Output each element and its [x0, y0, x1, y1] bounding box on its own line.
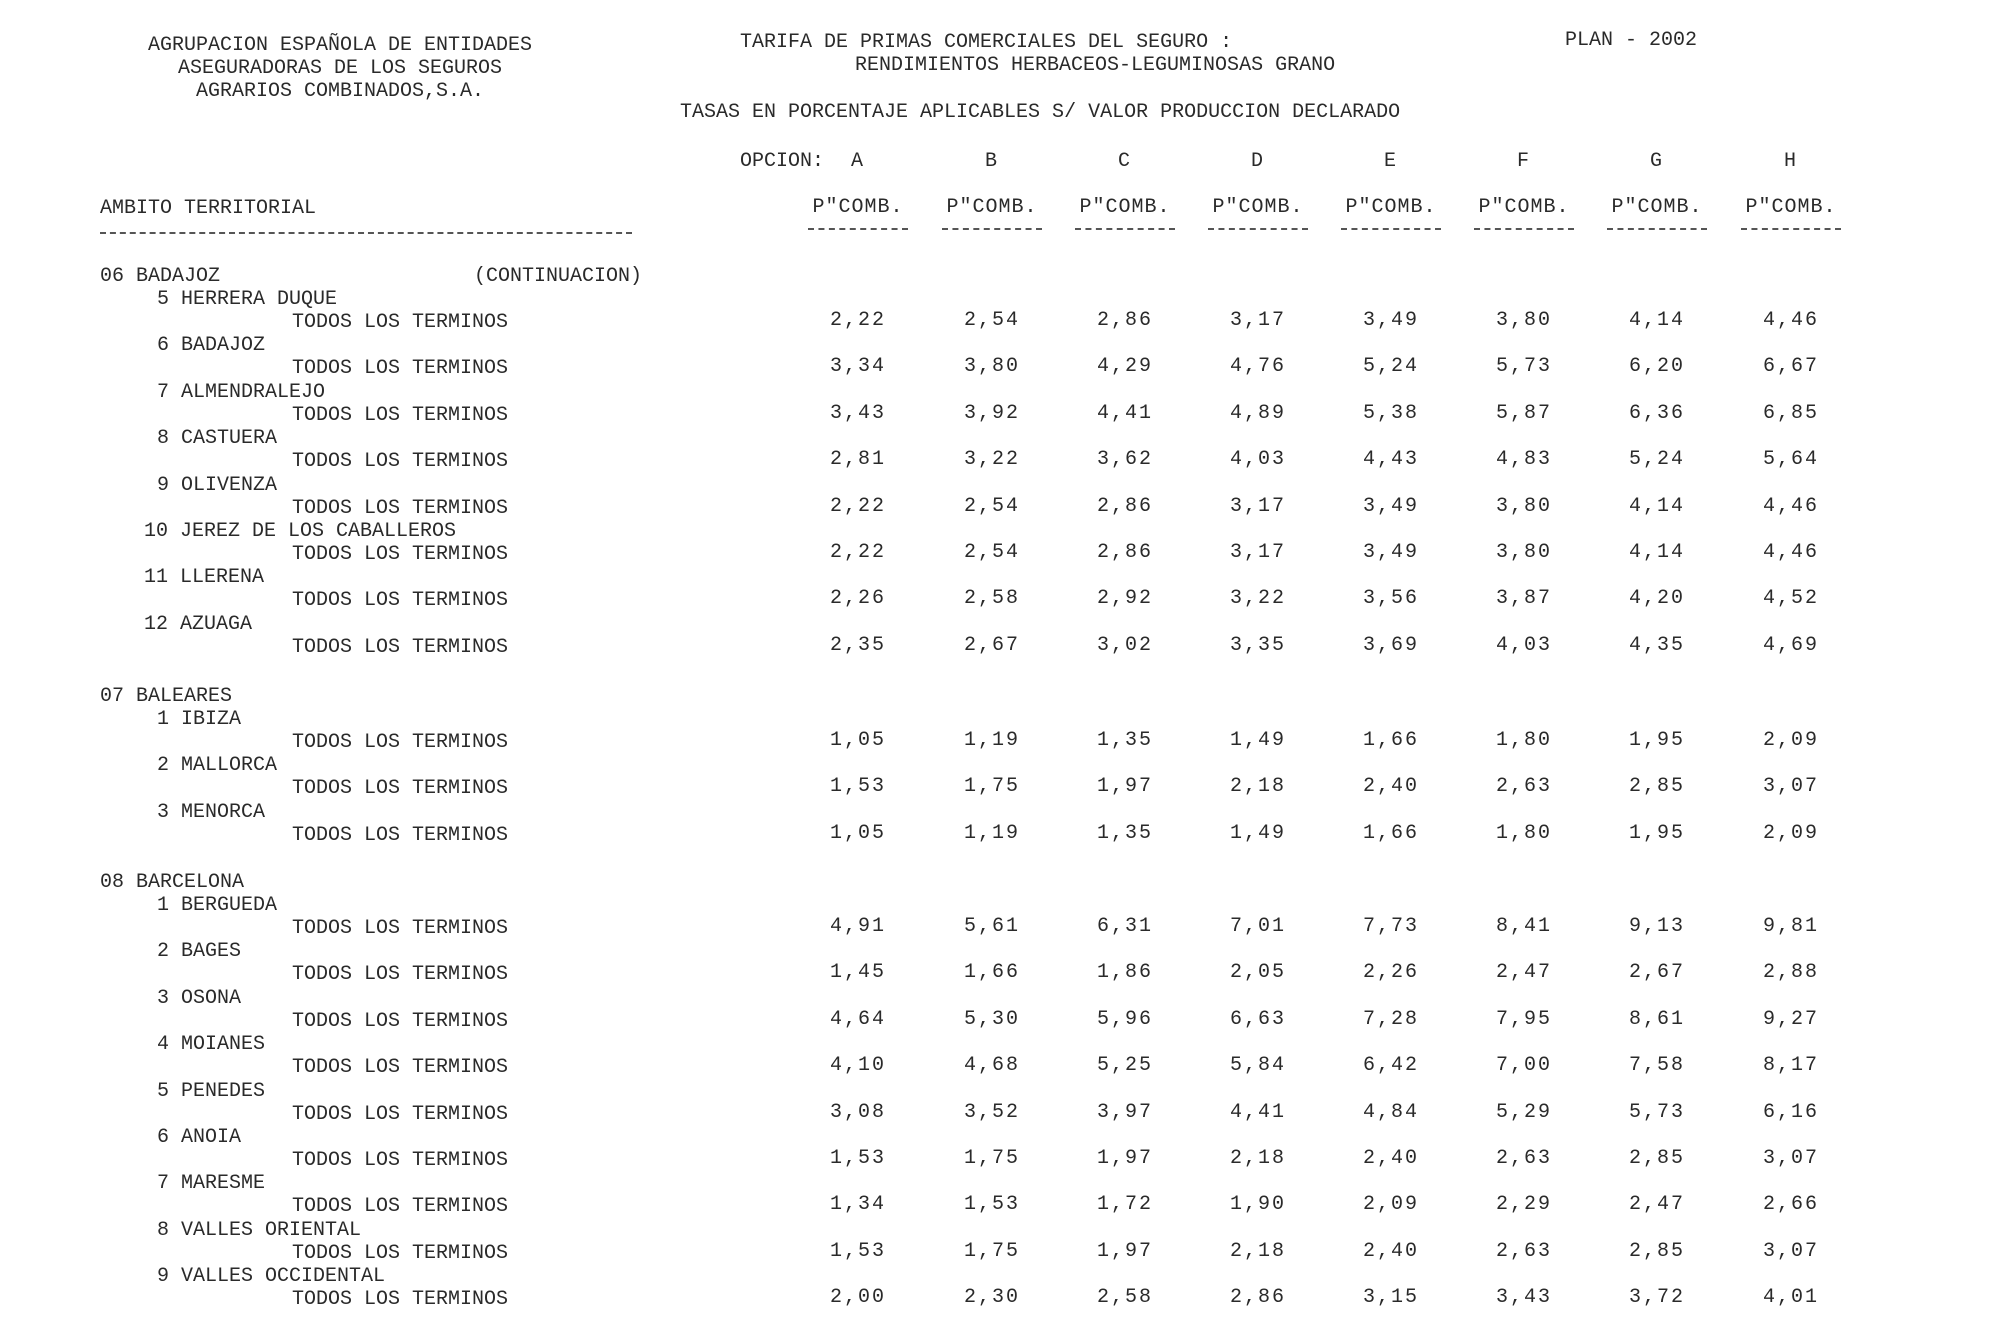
column-underline — [1341, 228, 1441, 230]
comarca-name: 11 LLERENA — [144, 566, 265, 590]
terms-label: TODOS LOS TERMINOS — [292, 963, 509, 987]
rate-cell-e: 7,73 — [1362, 915, 1419, 938]
rate-cell-d: 3,22 — [1229, 587, 1286, 611]
rate-cell-a: 1,45 — [829, 961, 886, 985]
rate-cell-d: 3,35 — [1229, 633, 1286, 657]
rate-cell-g: 4,20 — [1628, 587, 1685, 611]
rate-cell-e: 2,26 — [1362, 961, 1419, 985]
rate-cell-g: 7,58 — [1628, 1054, 1685, 1078]
rate-cell-e: 3,49 — [1362, 541, 1419, 564]
comarca-name: 10 JEREZ DE LOS CABALLEROS — [144, 520, 457, 543]
comarca-name: 7 MARESME — [157, 1172, 266, 1196]
rate-cell-f: 8,41 — [1495, 915, 1552, 938]
rate-cell-g: 9,13 — [1628, 915, 1685, 938]
terms-label: TODOS LOS TERMINOS — [292, 1009, 509, 1033]
rate-cell-e: 3,69 — [1362, 633, 1419, 657]
rate-cell-f: 2,63 — [1495, 1147, 1552, 1170]
rate-cell-g: 6,20 — [1628, 355, 1685, 379]
rate-cell-h: 3,07 — [1762, 1147, 1819, 1170]
rate-cell-a: 3,08 — [829, 1100, 886, 1124]
rate-cell-b: 4,68 — [963, 1054, 1020, 1078]
rate-cell-d: 2,18 — [1229, 775, 1286, 799]
rate-cell-b: 3,80 — [963, 355, 1020, 379]
rate-cell-b: 1,75 — [963, 1239, 1020, 1263]
rate-cell-f: 3,80 — [1495, 309, 1552, 332]
rate-cell-b: 2,58 — [963, 587, 1020, 611]
rate-cell-g: 1,95 — [1628, 821, 1685, 845]
rate-cell-d: 1,49 — [1229, 821, 1286, 845]
rate-cell-g: 4,35 — [1628, 633, 1685, 657]
rate-cell-f: 5,29 — [1495, 1100, 1552, 1124]
rate-cell-a: 1,05 — [829, 821, 886, 845]
column-letter-d: D — [1250, 150, 1265, 173]
rate-cell-g: 5,24 — [1628, 448, 1685, 472]
rate-cell-c: 1,72 — [1096, 1193, 1153, 1217]
rate-cell-c: 4,29 — [1096, 355, 1153, 379]
column-letter-h: H — [1783, 150, 1798, 173]
rate-cell-g: 6,36 — [1628, 401, 1685, 425]
rate-cell-g: 2,67 — [1628, 961, 1685, 985]
terms-label: TODOS LOS TERMINOS — [292, 635, 509, 659]
document-title: TARIFA DE PRIMAS COMERCIALES DEL SEGURO : — [740, 31, 1233, 54]
ambito-underline — [100, 232, 632, 234]
rate-cell-g: 1,95 — [1628, 729, 1685, 752]
comarca-name: 3 MENORCA — [157, 800, 266, 824]
column-subheader: P"COMB. — [1611, 196, 1703, 219]
rate-cell-h: 6,67 — [1762, 355, 1819, 379]
rate-cell-c: 5,96 — [1096, 1007, 1153, 1031]
plan-label: PLAN - 2002 — [1565, 29, 1698, 52]
comarca-name: 4 MOIANES — [157, 1033, 266, 1057]
comarca-name: 1 IBIZA — [157, 708, 242, 731]
rate-cell-a: 2,22 — [829, 541, 886, 564]
comarca-name: 8 VALLES ORIENTAL — [157, 1218, 362, 1242]
rate-cell-a: 4,91 — [829, 915, 886, 938]
terms-label: TODOS LOS TERMINOS — [292, 311, 509, 334]
rate-cell-h: 4,46 — [1762, 309, 1819, 332]
rate-cell-h: 2,66 — [1762, 1193, 1819, 1217]
rate-cell-h: 2,09 — [1762, 729, 1819, 752]
rate-cell-b: 5,61 — [963, 915, 1020, 938]
rate-cell-e: 2,40 — [1362, 775, 1419, 799]
rate-cell-a: 2,26 — [829, 587, 886, 611]
rate-cell-e: 4,84 — [1362, 1100, 1419, 1124]
comarca-name: 8 CASTUERA — [157, 427, 278, 451]
column-underline — [1741, 228, 1841, 230]
rate-cell-b: 3,92 — [963, 401, 1020, 425]
rate-cell-a: 2,00 — [829, 1286, 886, 1310]
rate-cell-g: 8,61 — [1628, 1007, 1685, 1031]
rate-cell-h: 4,01 — [1762, 1286, 1819, 1310]
rate-cell-b: 2,54 — [963, 309, 1020, 332]
org-name-line3: AGRARIOS COMBINADOS,S.A. — [195, 80, 485, 103]
rate-cell-g: 3,72 — [1628, 1286, 1685, 1310]
rate-cell-e: 7,28 — [1362, 1007, 1419, 1031]
rate-cell-e: 3,56 — [1362, 587, 1419, 611]
rate-cell-b: 2,54 — [963, 494, 1020, 518]
rate-cell-a: 2,81 — [829, 448, 886, 472]
rate-cell-g: 4,14 — [1628, 541, 1685, 564]
rate-cell-c: 2,86 — [1096, 494, 1153, 518]
rate-cell-c: 3,62 — [1096, 448, 1153, 472]
column-subheader: P"COMB. — [1212, 196, 1304, 219]
rate-cell-f: 7,00 — [1495, 1054, 1552, 1078]
column-subheader: P"COMB. — [1745, 196, 1837, 219]
rate-cell-d: 4,76 — [1229, 355, 1286, 379]
rate-cell-h: 2,09 — [1762, 821, 1819, 845]
comarca-name: 9 VALLES OCCIDENTAL — [157, 1265, 386, 1289]
province-name: 06 BADAJOZ — [100, 265, 221, 288]
rate-cell-b: 3,52 — [963, 1100, 1020, 1124]
column-underline — [942, 228, 1042, 230]
rate-cell-f: 2,47 — [1495, 961, 1552, 985]
province-name: 08 BARCELONA — [100, 871, 245, 894]
province-note: (CONTINUACION) — [474, 265, 643, 288]
column-subheader: P"COMB. — [1478, 196, 1570, 219]
terms-label: TODOS LOS TERMINOS — [292, 823, 509, 847]
rate-cell-e: 5,24 — [1362, 355, 1419, 379]
rate-cell-e: 1,66 — [1362, 821, 1419, 845]
rate-cell-e: 2,09 — [1362, 1193, 1419, 1217]
rate-cell-h: 9,27 — [1762, 1007, 1819, 1031]
rate-cell-c: 1,86 — [1096, 961, 1153, 985]
rate-cell-g: 2,85 — [1628, 775, 1685, 799]
rate-cell-c: 4,41 — [1096, 401, 1153, 425]
column-subheader: P"COMB. — [1345, 196, 1437, 219]
rate-cell-f: 3,87 — [1495, 587, 1552, 611]
rate-cell-a: 4,64 — [829, 1007, 886, 1031]
rate-cell-h: 4,69 — [1762, 633, 1819, 657]
rate-cell-f: 3,43 — [1495, 1286, 1552, 1310]
org-name-line1: AGRUPACION ESPAÑOLA DE ENTIDADES — [147, 34, 533, 57]
rate-cell-h: 4,46 — [1762, 494, 1819, 518]
rate-cell-c: 3,97 — [1096, 1100, 1153, 1124]
rate-cell-e: 1,66 — [1362, 729, 1419, 752]
rate-cell-c: 1,35 — [1096, 729, 1153, 752]
column-letter-e: E — [1383, 150, 1398, 173]
rate-cell-b: 1,75 — [963, 1147, 1020, 1170]
rate-cell-a: 3,43 — [829, 401, 886, 425]
rate-cell-d: 1,49 — [1229, 729, 1286, 752]
rate-cell-h: 3,07 — [1762, 775, 1819, 799]
rate-cell-b: 2,54 — [963, 541, 1020, 564]
column-letter-g: G — [1649, 150, 1664, 173]
rate-cell-d: 2,86 — [1229, 1286, 1286, 1310]
column-subheader: P"COMB. — [1079, 196, 1171, 219]
rate-cell-g: 2,47 — [1628, 1193, 1685, 1217]
rate-cell-g: 2,85 — [1628, 1147, 1685, 1170]
column-letter-b: B — [984, 150, 999, 173]
terms-label: TODOS LOS TERMINOS — [292, 403, 509, 427]
rate-cell-h: 5,64 — [1762, 448, 1819, 472]
rate-cell-a: 2,22 — [829, 494, 886, 518]
terms-label: TODOS LOS TERMINOS — [292, 731, 509, 754]
rate-cell-f: 5,73 — [1495, 355, 1552, 379]
rate-cell-f: 5,87 — [1495, 401, 1552, 425]
rate-cell-b: 1,19 — [963, 821, 1020, 845]
rate-cell-g: 4,14 — [1628, 309, 1685, 332]
rate-cell-c: 1,35 — [1096, 821, 1153, 845]
terms-label: TODOS LOS TERMINOS — [292, 1149, 509, 1172]
terms-label: TODOS LOS TERMINOS — [292, 357, 509, 381]
rate-cell-e: 3,49 — [1362, 494, 1419, 518]
rate-cell-c: 1,97 — [1096, 775, 1153, 799]
terms-label: TODOS LOS TERMINOS — [292, 450, 509, 474]
column-underline — [1075, 228, 1175, 230]
rate-cell-h: 2,88 — [1762, 961, 1819, 985]
rate-cell-d: 7,01 — [1229, 915, 1286, 938]
rate-cell-b: 2,67 — [963, 633, 1020, 657]
rate-cell-h: 3,07 — [1762, 1239, 1819, 1263]
rate-cell-b: 5,30 — [963, 1007, 1020, 1031]
rate-cell-b: 1,53 — [963, 1193, 1020, 1217]
rates-caption: TASAS EN PORCENTAJE APLICABLES S/ VALOR PRODUCCION DECLARADO — [680, 101, 1401, 124]
rate-cell-d: 4,41 — [1229, 1100, 1286, 1124]
rate-cell-e: 4,43 — [1362, 448, 1419, 472]
rate-cell-f: 1,80 — [1495, 729, 1552, 752]
rate-cell-c: 1,97 — [1096, 1147, 1153, 1170]
rate-cell-f: 3,80 — [1495, 541, 1552, 564]
rate-cell-a: 1,53 — [829, 775, 886, 799]
terms-label: TODOS LOS TERMINOS — [292, 543, 509, 566]
column-letter-f: F — [1516, 150, 1531, 173]
column-letter-c: C — [1117, 150, 1132, 173]
rate-cell-a: 1,05 — [829, 729, 886, 752]
province-name: 07 BALEARES — [100, 685, 233, 708]
rate-cell-a: 1,53 — [829, 1147, 886, 1170]
rate-cell-b: 1,75 — [963, 775, 1020, 799]
rate-cell-d: 3,17 — [1229, 541, 1286, 564]
rate-cell-d: 2,05 — [1229, 961, 1286, 985]
rate-cell-a: 2,35 — [829, 633, 886, 657]
column-underline — [1607, 228, 1707, 230]
comarca-name: 5 PENEDES — [157, 1079, 266, 1103]
rate-cell-d: 2,18 — [1229, 1239, 1286, 1263]
terms-label: TODOS LOS TERMINOS — [292, 496, 509, 520]
comarca-name: 2 BAGES — [157, 940, 242, 964]
column-subheader: P"COMB. — [946, 196, 1038, 219]
rate-cell-a: 2,22 — [829, 309, 886, 332]
rate-cell-c: 6,31 — [1096, 915, 1153, 938]
rate-cell-c: 2,92 — [1096, 587, 1153, 611]
rate-cell-d: 3,17 — [1229, 494, 1286, 518]
rate-cell-g: 4,14 — [1628, 494, 1685, 518]
terms-label: TODOS LOS TERMINOS — [292, 1102, 509, 1126]
rate-cell-h: 4,46 — [1762, 541, 1819, 564]
rate-cell-d: 2,18 — [1229, 1147, 1286, 1170]
comarca-name: 12 AZUAGA — [144, 612, 253, 636]
rate-cell-h: 9,81 — [1762, 915, 1819, 938]
rate-cell-f: 2,63 — [1495, 775, 1552, 799]
rate-cell-h: 4,52 — [1762, 587, 1819, 611]
column-underline — [1474, 228, 1574, 230]
rate-cell-f: 2,29 — [1495, 1193, 1552, 1217]
rate-cell-c: 2,86 — [1096, 541, 1153, 564]
terms-label: TODOS LOS TERMINOS — [292, 1288, 509, 1312]
rate-cell-c: 1,97 — [1096, 1239, 1153, 1263]
terms-label: TODOS LOS TERMINOS — [292, 589, 509, 613]
rate-cell-d: 1,90 — [1229, 1193, 1286, 1217]
comarca-name: 3 OSONA — [157, 986, 242, 1010]
rate-cell-e: 2,40 — [1362, 1239, 1419, 1263]
rate-cell-d: 5,84 — [1229, 1054, 1286, 1078]
rate-cell-f: 2,63 — [1495, 1239, 1552, 1263]
opcion-label: OPCION: — [740, 150, 825, 173]
rate-cell-h: 6,16 — [1762, 1100, 1819, 1124]
terms-label: TODOS LOS TERMINOS — [292, 777, 509, 801]
rate-cell-d: 6,63 — [1229, 1007, 1286, 1031]
rate-cell-b: 1,66 — [963, 961, 1020, 985]
comarca-name: 9 OLIVENZA — [157, 473, 278, 497]
rate-cell-b: 2,30 — [963, 1286, 1020, 1310]
rate-cell-h: 6,85 — [1762, 401, 1819, 425]
rate-cell-f: 3,80 — [1495, 494, 1552, 518]
rate-cell-a: 4,10 — [829, 1054, 886, 1078]
comarca-name: 1 BERGUEDA — [157, 894, 278, 917]
rate-cell-e: 3,15 — [1362, 1286, 1419, 1310]
rate-cell-c: 3,02 — [1096, 633, 1153, 657]
rate-cell-d: 4,89 — [1229, 401, 1286, 425]
rate-cell-e: 5,38 — [1362, 401, 1419, 425]
column-underline — [808, 228, 908, 230]
rate-cell-b: 1,19 — [963, 729, 1020, 752]
rate-cell-g: 5,73 — [1628, 1100, 1685, 1124]
rate-cell-b: 3,22 — [963, 448, 1020, 472]
comarca-name: 6 BADAJOZ — [157, 334, 266, 358]
terms-label: TODOS LOS TERMINOS — [292, 1056, 509, 1080]
terms-label: TODOS LOS TERMINOS — [292, 917, 509, 940]
rate-cell-f: 4,03 — [1495, 633, 1552, 657]
rate-cell-c: 2,86 — [1096, 309, 1153, 332]
column-underline — [1208, 228, 1308, 230]
rate-cell-c: 5,25 — [1096, 1054, 1153, 1078]
column-letter-a: A — [850, 150, 865, 173]
rate-cell-d: 4,03 — [1229, 448, 1286, 472]
rate-cell-d: 3,17 — [1229, 309, 1286, 332]
org-name-line2: ASEGURADORAS DE LOS SEGUROS — [177, 57, 503, 80]
rate-cell-g: 2,85 — [1628, 1239, 1685, 1263]
rate-cell-f: 4,83 — [1495, 448, 1552, 472]
rate-cell-c: 2,58 — [1096, 1286, 1153, 1310]
comarca-name: 6 ANOIA — [157, 1126, 242, 1149]
rate-cell-a: 1,53 — [829, 1239, 886, 1263]
rate-cell-a: 3,34 — [829, 355, 886, 379]
column-subheader: P"COMB. — [812, 196, 904, 219]
comarca-name: 7 ALMENDRALEJO — [157, 380, 326, 404]
document-subtitle: RENDIMIENTOS HERBACEOS-LEGUMINOSAS GRANO — [855, 54, 1336, 77]
rate-cell-e: 6,42 — [1362, 1054, 1419, 1078]
rate-cell-f: 7,95 — [1495, 1007, 1552, 1031]
rate-cell-e: 2,40 — [1362, 1147, 1419, 1170]
rate-cell-e: 3,49 — [1362, 309, 1419, 332]
comarca-name: 2 MALLORCA — [157, 754, 278, 778]
comarca-name: 5 HERRERA DUQUE — [157, 288, 338, 311]
rate-cell-a: 1,34 — [829, 1193, 886, 1217]
terms-label: TODOS LOS TERMINOS — [292, 1241, 509, 1265]
rate-cell-h: 8,17 — [1762, 1054, 1819, 1078]
rate-cell-f: 1,80 — [1495, 821, 1552, 845]
ambito-label: AMBITO TERRITORIAL — [100, 197, 317, 220]
terms-label: TODOS LOS TERMINOS — [292, 1195, 509, 1219]
